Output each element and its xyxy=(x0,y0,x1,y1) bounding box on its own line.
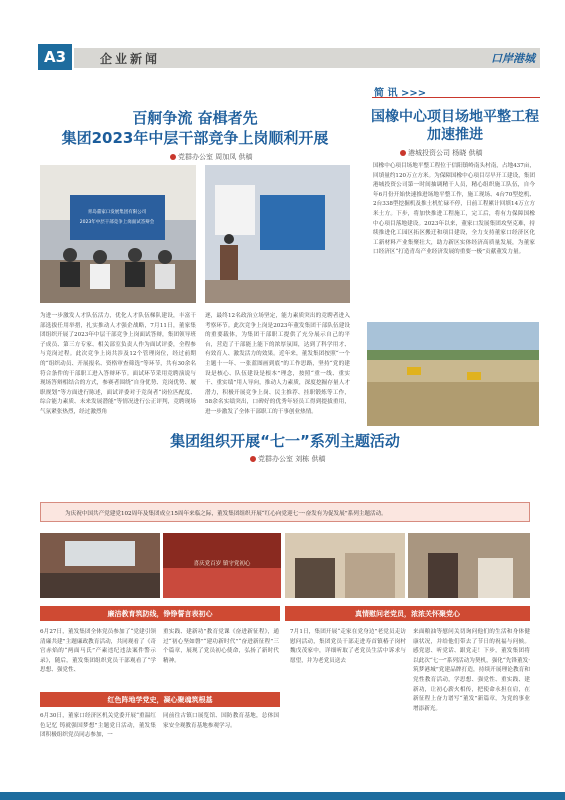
article1-title-line2: 集团2023年中层干部竞争上岗顺利开展 xyxy=(61,129,329,147)
brief-title-line2: 加速推进 xyxy=(427,127,483,143)
article2-byline xyxy=(250,454,325,464)
article2-p2: 重实践、建新功”教育党课《奋进新征程》，通过“初心坚如磐”“建功新时代”“奋进新征程”三个篇章，展现了党员初心使命，弘扬了新时代精神。 xyxy=(163,629,279,664)
article2-intro: 为庆祝中国共产党建党102周年及集团成立15周年来临之际，董发集团组织开展“红心向党迎七一·奋发有为促发展”系列主题活动。 xyxy=(40,502,530,522)
brief-label: 简 讯 >>> xyxy=(374,88,427,99)
photo-visit-home xyxy=(285,533,405,598)
photo-elder-visit xyxy=(408,533,530,598)
article2-p3: 6月30日，董家口经济区机关党委开展“重温红色记忆 铸就强国梦想”主题党日活动，董发集团积极组织党员同志参加，一 xyxy=(40,713,156,739)
article2-p4: 同前往古镇口展览馆、国防教育基地，总体国家安全观教育基地参观学习。 xyxy=(163,713,279,729)
photo-construction-site xyxy=(367,322,539,426)
brief-text: 国橡中心项目场地平整工程位于信阳镇岭南头村南，占地437亩，回填量约120万立方米。为保障国橡中心项目尽早开工建设，集团港城投资公司第一时间抽调精干人员，精心组织施工队伍，自今年6月份开始快速推进场地平整工作，施工现场、4台70型挖机、2台338型挖掘机及推土机忙碌不停，日前工程累计回填14万立方米土方。下步，将加快推进工程施工，完工后，将有力保障国橡中心项目落地建设。2023年以来，董家口发展集团攻坚克难，持续推进化工园区拓区搬迁和项目建设，全力支持董家口经济区化工新材料产业集聚壮大，助力新区实体经济高质量发展，为董家口经济区“打造青岛产业经济发展的重要一极”贡献董发力量。 xyxy=(373,163,535,256)
brief-byline xyxy=(400,148,482,158)
byline-dot-icon xyxy=(250,456,256,462)
brief-byline-text: 港城投资公司 杨晓 供稿 xyxy=(408,149,483,157)
brief-title-line1: 国橡中心项目场地平整工程 xyxy=(371,109,539,125)
article2-byline-text: 党群办公室 刘栋 供稿 xyxy=(258,455,326,463)
page-header xyxy=(0,0,565,78)
article1-col1: 为进一步激发人才队伍活力，优化人才队伍梯队建设，丰富干部选拔任用举措，扎实推动人才强企战略，7月11日，董家集团组织开展了2023年中层干部竞争上岗面试答辩，集团领导班子成员、第三方专家、相关部室负责人作为面试评委，全程参与竞岗过程。此次竞争上岗共涉及12个管理岗位，经过前期的“组织动员、开展报名、资格审查筛选”等环节，共有30余名符合条件的干部职工进入答辩环节。面试环节采用竞聘演说与现场答辩相结合的方式，参赛者围绕“自身优势、竞岗优势、履职规划”等方面进行陈述，面试评委对于竞岗者“岗位匹配度、综合能力素质、未来发展潜能”等情况进行公正评判，竞聘现场气氛紧张热烈，经过激烈角 xyxy=(40,313,196,415)
article2-title: 集团组织开展“七一”系列主题活动 xyxy=(170,432,400,450)
byline-dot-icon xyxy=(400,150,406,156)
article1-byline xyxy=(170,152,252,162)
page-footer-bar xyxy=(0,792,565,800)
photo-interview-audience xyxy=(40,165,196,303)
group-banner-text: 喜庆党百岁 镇守党初心 xyxy=(193,561,251,567)
photo-meeting-hall xyxy=(40,533,160,598)
brief-divider xyxy=(372,97,540,98)
subheading-visit: 真情慰问老党员，浓浓关怀聚党心 xyxy=(285,606,530,621)
subheading-red-base: 红色阵地学党史，凝心聚魂筑根基 xyxy=(40,692,280,707)
brand-logo: 口岸港城 xyxy=(491,52,535,65)
photo-group-banner xyxy=(163,533,281,598)
article2-p5: 7月1日，集团开展“走家在党身边”老党员走访慰问活动，集团党员干部走进寿首镇椿子岗村魏戊茂家中，详细听取了老党员生活中诉求与愿望，并为老党员送去 xyxy=(290,629,406,664)
subheading-integrity: 廉洁教育筑防线，铮铮誓言表初心 xyxy=(40,606,280,621)
article2-p1: 6月27日，董发集团全体党员参加了“党建引领 清廉共建”主题廉政教育活动，共同观看了《奇官赤焰的“两面马氏”产素违纪违法案件警示录》，随后，董发集团组织党员干部观看了“学思想、强党性、 xyxy=(40,629,156,674)
article1-title-line1: 百舸争流 奋楫者先 xyxy=(132,109,258,127)
photo-banner-line2: 2023年中层干部竞争上岗面试答辩会 xyxy=(79,220,155,225)
page-number: A3 xyxy=(38,44,72,70)
photo-podium-speaker xyxy=(205,165,350,303)
byline-dot-icon xyxy=(170,154,176,160)
photo-banner-line1: 青岛董家口发展集团有限公司 xyxy=(87,210,147,215)
article1-byline-text: 党群办公室 周加凤 供稿 xyxy=(178,153,253,161)
section-name: 企业新闻 xyxy=(100,52,161,66)
article2-p6: 来面粮油等慰问关切询问他们的生活和身体健康状况，并给他们带去了节日的祝福与问候。感党恩、听党话、跟党走！下步，董发集团将以此次“七一”系列活动为契机，强化“先锋董发·筑梦港城”党建品牌打造，持续开展理论教育和党性教育活动，学思想、强党性、重实践、建新功，让初心薪火相传，把使命永担在肩，在新征程上奋力谱写“董发”新篇章，为党的事业增添新光。 xyxy=(413,629,530,712)
article1-col2: 逐，最终12名政治立场坚定，能力素质突出的竞聘者进入考察环节。此次竞争上岗是2023年董发集团干部队伍建设的重要载体，为集团干部职工提供了充分展示自己的平台，营造了干部能上能下的浓厚氛围，达到了科学用才、有效育人、激发活力的效果。近年来，董发集团按照“一个主题十一年、一张蓝图画到底”的工作思路，坚持“党的建设是核心、队伍建设是根本”理念，按照“重一线、重实干、重实绩”用人导向，推动人力素质，深度挖掘存量人才潜力，积极开展竞争上岗、民主推荐、挂职锻炼等工作，58余名实绩突出，口碑好的优秀年轻员工得到提拔重用，进一步激发了全体干部职工的干事创业热情。 xyxy=(205,313,350,415)
